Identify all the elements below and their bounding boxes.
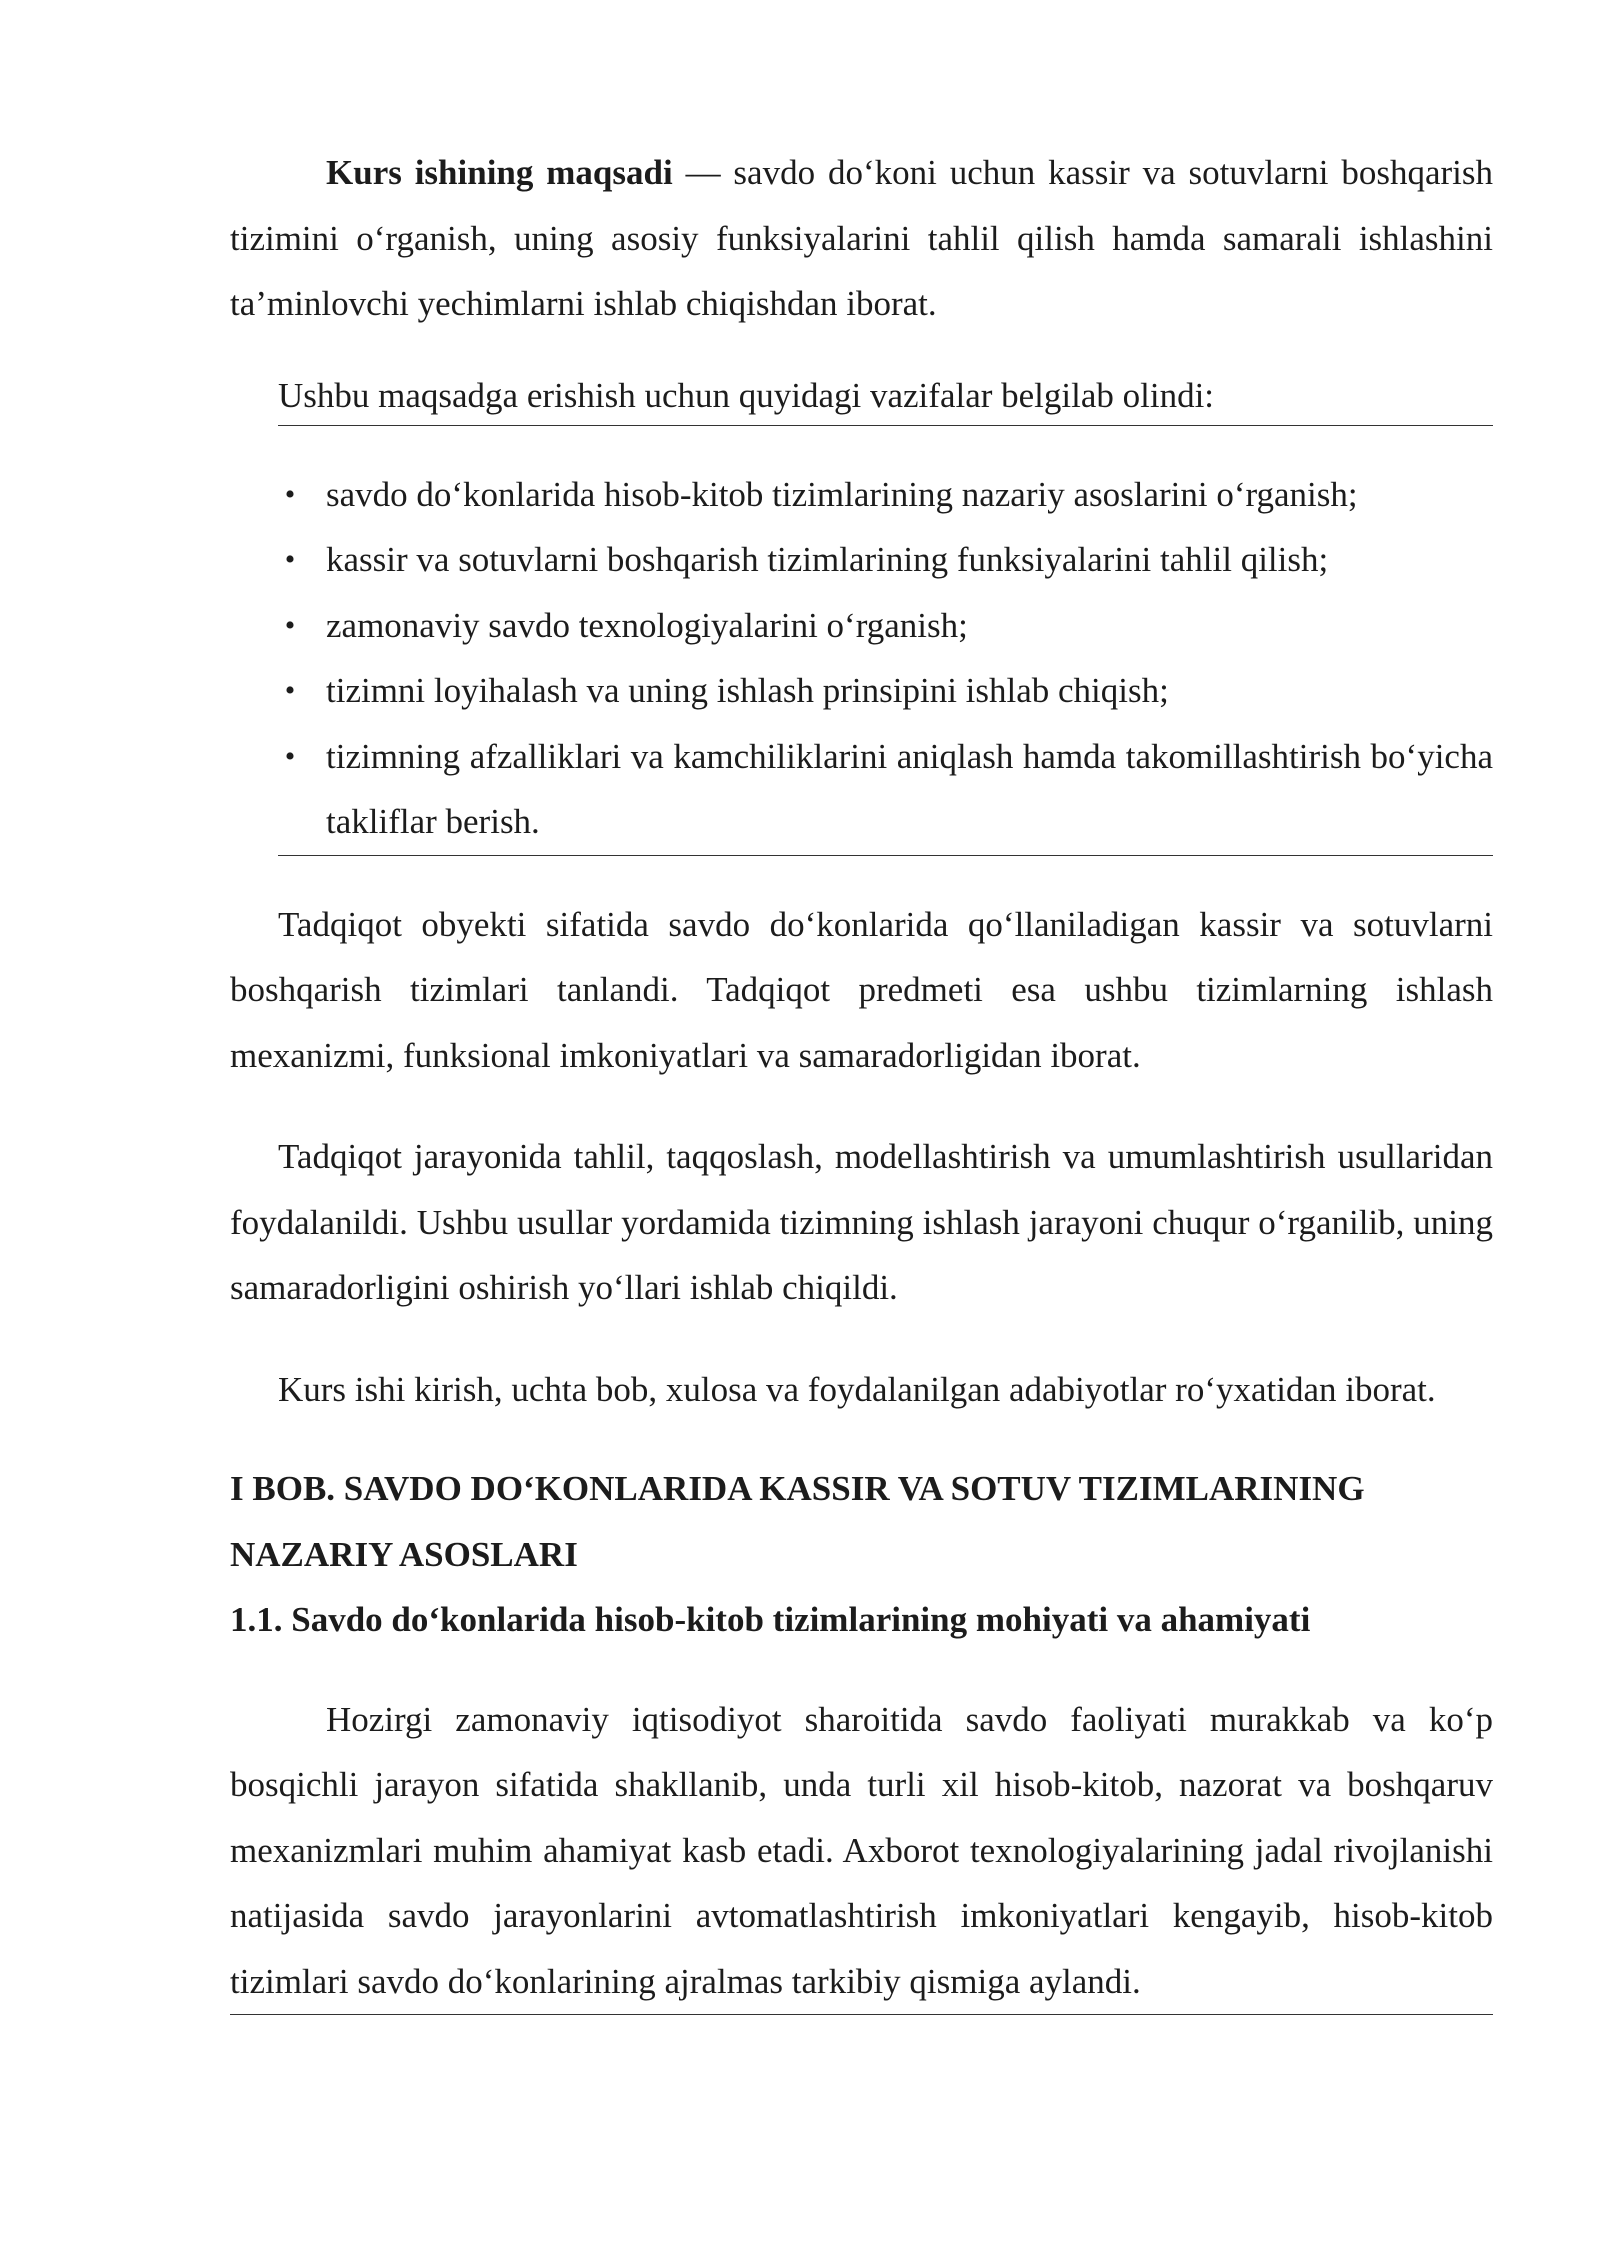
list-item bbox=[278, 593, 1493, 659]
list-item bbox=[278, 724, 1493, 855]
goal-lead-text: — savdo do‘koni uchun kassir va sotuvlarni boshqarish tizimini o‘rganish, uning asosiy funksiyalarini tahlil qilish hamda samarali ishlashini ta’minlovchi yechimlarni ishlab chiqishdan iborat. bbox=[230, 153, 1494, 323]
chapter-heading: I BOB. SAVDO DO‘KONLARIDA KASSIR VA SOTUV TIZIMLARINING NAZARIY ASOSLARI bbox=[230, 1469, 1365, 1574]
structure-paragraph: Kurs ishi kirish, uchta bob, xulosa va foydalanilgan adabiyotlar ro‘yxatidan iborat. bbox=[278, 1369, 1436, 1409]
list-item bbox=[278, 658, 1493, 724]
list-item-text: tizimni loyihalash va uning ishlash prinsipini ishlab chiqish; bbox=[326, 671, 1169, 710]
list-item bbox=[278, 462, 1493, 528]
bullet-icon: • bbox=[284, 477, 296, 511]
tasks-list bbox=[278, 462, 1493, 856]
list-item-text: kassir va sotuvlarni boshqarish tizimlarining funksiyalarini tahlil qilish; bbox=[326, 540, 1329, 579]
bullet-icon: • bbox=[284, 739, 296, 773]
document-page bbox=[230, 140, 1493, 2015]
list-item-text: tizimning afzalliklari va kamchiliklarini aniqlash hamda takomillashtirish bo‘yicha takliflar berish. bbox=[326, 736, 1493, 841]
section-paragraph: Hozirgi zamonaviy iqtisodiyot sharoitida savdo faoliyati murakkab va ko‘p bosqichli jarayon sifatida shakllanib, unda turli xil hisob-kitob, nazorat va boshqaruv mexanizmlari muhim ahamiyat kasb etadi. Axborot texnologiyalarining jadal rivojlanishi natijasida savdo jarayonlarini avtomatlashtirish imkoniyatlari kengayib, hisob-kitob tizimlari savdo do‘konlarining ajralmas tarkibiy qismiga aylandi. bbox=[230, 1687, 1493, 2016]
section-heading: 1.1. Savdo do‘konlarida hisob-kitob tizimlarining mohiyati va ahamiyati bbox=[230, 1600, 1311, 1639]
list-item bbox=[278, 527, 1493, 593]
goal-lead-bold: Kurs ishining maqsadi bbox=[326, 153, 673, 192]
list-item-text: savdo do‘konlarida hisob-kitob tizimlarining nazariy asoslarini o‘rganish; bbox=[326, 474, 1358, 514]
bullet-icon: • bbox=[284, 674, 296, 707]
object-paragraph: Tadqiqot obyekti sifatida savdo do‘konlarida qo‘llaniladigan kassir va sotuvlarni boshqarish tizimlari tanlandi. Tadqiqot predmeti esa ushbu tizimlarning ishlash mexanizmi, funksional imkoniyatlari va samaradorligidan iborat. bbox=[230, 904, 1493, 1075]
list-item-text: zamonaviy savdo texnologiyalarini o‘rganish; bbox=[326, 605, 968, 645]
methods-paragraph: Tadqiqot jarayonida tahlil, taqqoslash, modellashtirish va umumlashtirish usullaridan foydalanildi. Ushbu usullar yordamida tizimning ishlash jarayoni chuqur o‘rganilib, uning samaradorligini oshirish yo‘llari ishlab chiqildi. bbox=[230, 1137, 1493, 1307]
goal-paragraph bbox=[230, 140, 1493, 337]
bullet-icon: • bbox=[284, 543, 296, 576]
bullet-icon: • bbox=[284, 608, 296, 642]
tasks-intro: Ushbu maqsadga erishish uchun quyidagi vazifalar belgilab olindi: bbox=[278, 367, 1493, 426]
